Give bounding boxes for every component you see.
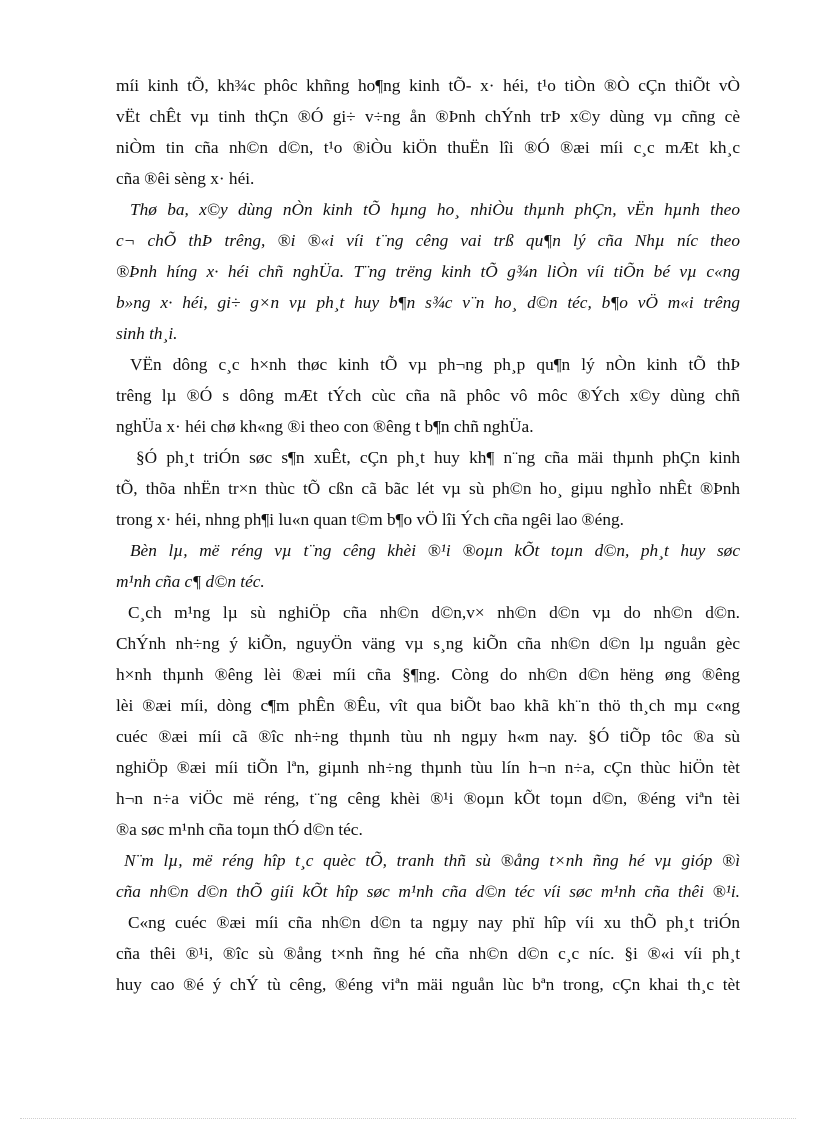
text-line: cña nh©n d©n thÕ giíi kÕt hîp søc m¹nh cña d©n téc víi søc m¹nh cña thêi ®¹i.: [116, 882, 740, 901]
text-line: C¸ch m¹ng lµ sù nghiÖp cña nh©n d©n,v× nh©n d©n vµ do nh©n d©n.: [128, 603, 740, 622]
text-line: C«ng cuéc ®æi míi cña nh©n d©n ta ngµy nay phï hîp víi xu thÕ ph¸t triÓn: [128, 913, 740, 932]
text-line: VËn dông c¸c h×nh thøc kinh tÕ vµ ph¬ng ph¸p qu¶n lý nÒn kinh tÕ thÞ: [130, 355, 740, 374]
page-bottom-rule: [20, 1118, 796, 1119]
text-line: ®a søc m¹nh cña toµn thÓ d©n téc.: [116, 820, 363, 839]
text-line: cña thêi ®¹i, ®îc sù ®ång t×nh ñng hé cña nh©n d©n c¸c níc. §i ®«i víi ph¸t: [116, 944, 740, 963]
text-line: h¬n n÷a viÖc më réng, t¨ng cêng khèi ®¹i ®oµn kÕt toµn d©n, ®éng viªn tèi: [116, 789, 740, 808]
text-line: nghiÖp ®æi míi tiÕn lªn, giµnh nh÷ng thµnh tùu lín h¬n n÷a, cÇn thùc hiÖn tèt: [116, 758, 740, 777]
text-line: ®Þnh híng x· héi chñ nghÜa. T¨ng trëng kinh tÕ g¾n liÒn víi tiÕn bé vµ c«ng: [116, 262, 740, 281]
body-text: [116, 70, 740, 1000]
text-line: vËt chÊt vµ tinh thÇn ®Ó gi÷ v÷ng ån ®Þnh chÝnh trÞ x©y dùng vµ cñng cè: [116, 107, 740, 126]
text-line: huy cao ®é ý chÝ tù cêng, ®éng viªn mäi nguån lùc bªn trong, cÇn khai th¸c tèt: [116, 975, 740, 994]
text-line: trong x· héi, nhng ph¶i lu«n quan t©m b¶o vÖ lîi Ých cña ngêi lao ®éng.: [116, 510, 624, 529]
text-line: niÒm tin cña nh©n d©n, t¹o ®iÒu kiÖn thuËn lîi ®Ó ®æi míi c¸c mÆt kh¸c: [116, 138, 740, 157]
text-line: nghÜa x· héi chø kh«ng ®i theo con ®êng t b¶n chñ nghÜa.: [116, 417, 534, 436]
text-line: lèi ®æi míi, dòng c¶m phÊn ®Êu, vît qua biÕt bao khã kh¨n thö th¸ch mµ c«ng: [116, 696, 740, 715]
text-line: Bèn lµ, më réng vµ t¨ng cêng khèi ®¹i ®oµn kÕt toµn d©n, ph¸t huy søc: [130, 541, 740, 560]
text-line: c¬ chÕ thÞ trêng, ®i ®«i víi t¨ng cêng vai trß qu¶n lý cña Nhµ níc theo: [116, 231, 740, 250]
text-line: Thø ba, x©y dùng nÒn kinh tÕ hµng ho¸ nhiÒu thµnh phÇn, vËn hµnh theo: [130, 200, 740, 219]
text-line: h×nh thµnh ®êng lèi ®æi míi cña §¶ng. Còng do nh©n d©n hëng øng ®êng: [116, 665, 740, 684]
text-line: m¹nh cña c¶ d©n téc.: [116, 572, 265, 591]
text-line: §Ó ph¸t triÓn søc s¶n xuÊt, cÇn ph¸t huy kh¶ n¨ng cña mäi thµnh phÇn kinh: [136, 448, 740, 467]
text-line: ChÝnh nh÷ng ý kiÕn, nguyÖn väng vµ s¸ng kiÕn cña nh©n d©n lµ nguån gèc: [116, 634, 740, 653]
text-line: trêng lµ ®Ó s dông mÆt tÝch cùc cña nã phôc vô môc ®Ých x©y dùng chñ: [116, 386, 740, 405]
text-line: cuéc ®æi míi cã ®îc nh÷ng thµnh tùu nh ngµy h«m nay. §Ó tiÕp tôc ®a sù: [116, 727, 740, 746]
text-line: míi kinh tÕ, kh¾c phôc khñng ho¶ng kinh tÕ- x· héi, t¹o tiÒn ®Ò cÇn thiÕt vÒ: [116, 76, 740, 95]
text-line: N¨m lµ, më réng hîp t¸c quèc tÕ, tranh thñ sù ®ång t×nh ñng hé vµ gióp ®ì: [124, 851, 740, 870]
text-line: cña ®êi sèng x· héi.: [116, 169, 255, 188]
text-line: b»ng x· héi, gi÷ g×n vµ ph¸t huy b¶n s¾c v¨n ho¸ d©n téc, b¶o vÖ m«i trêng: [116, 293, 740, 312]
text-line: sinh th¸i.: [116, 324, 178, 343]
text-line: tÕ, thõa nhËn tr×n thùc tÕ cßn cã bãc lét vµ sù ph©n ho¸ giµu nghÌo nhÊt ®Þnh: [116, 479, 740, 498]
